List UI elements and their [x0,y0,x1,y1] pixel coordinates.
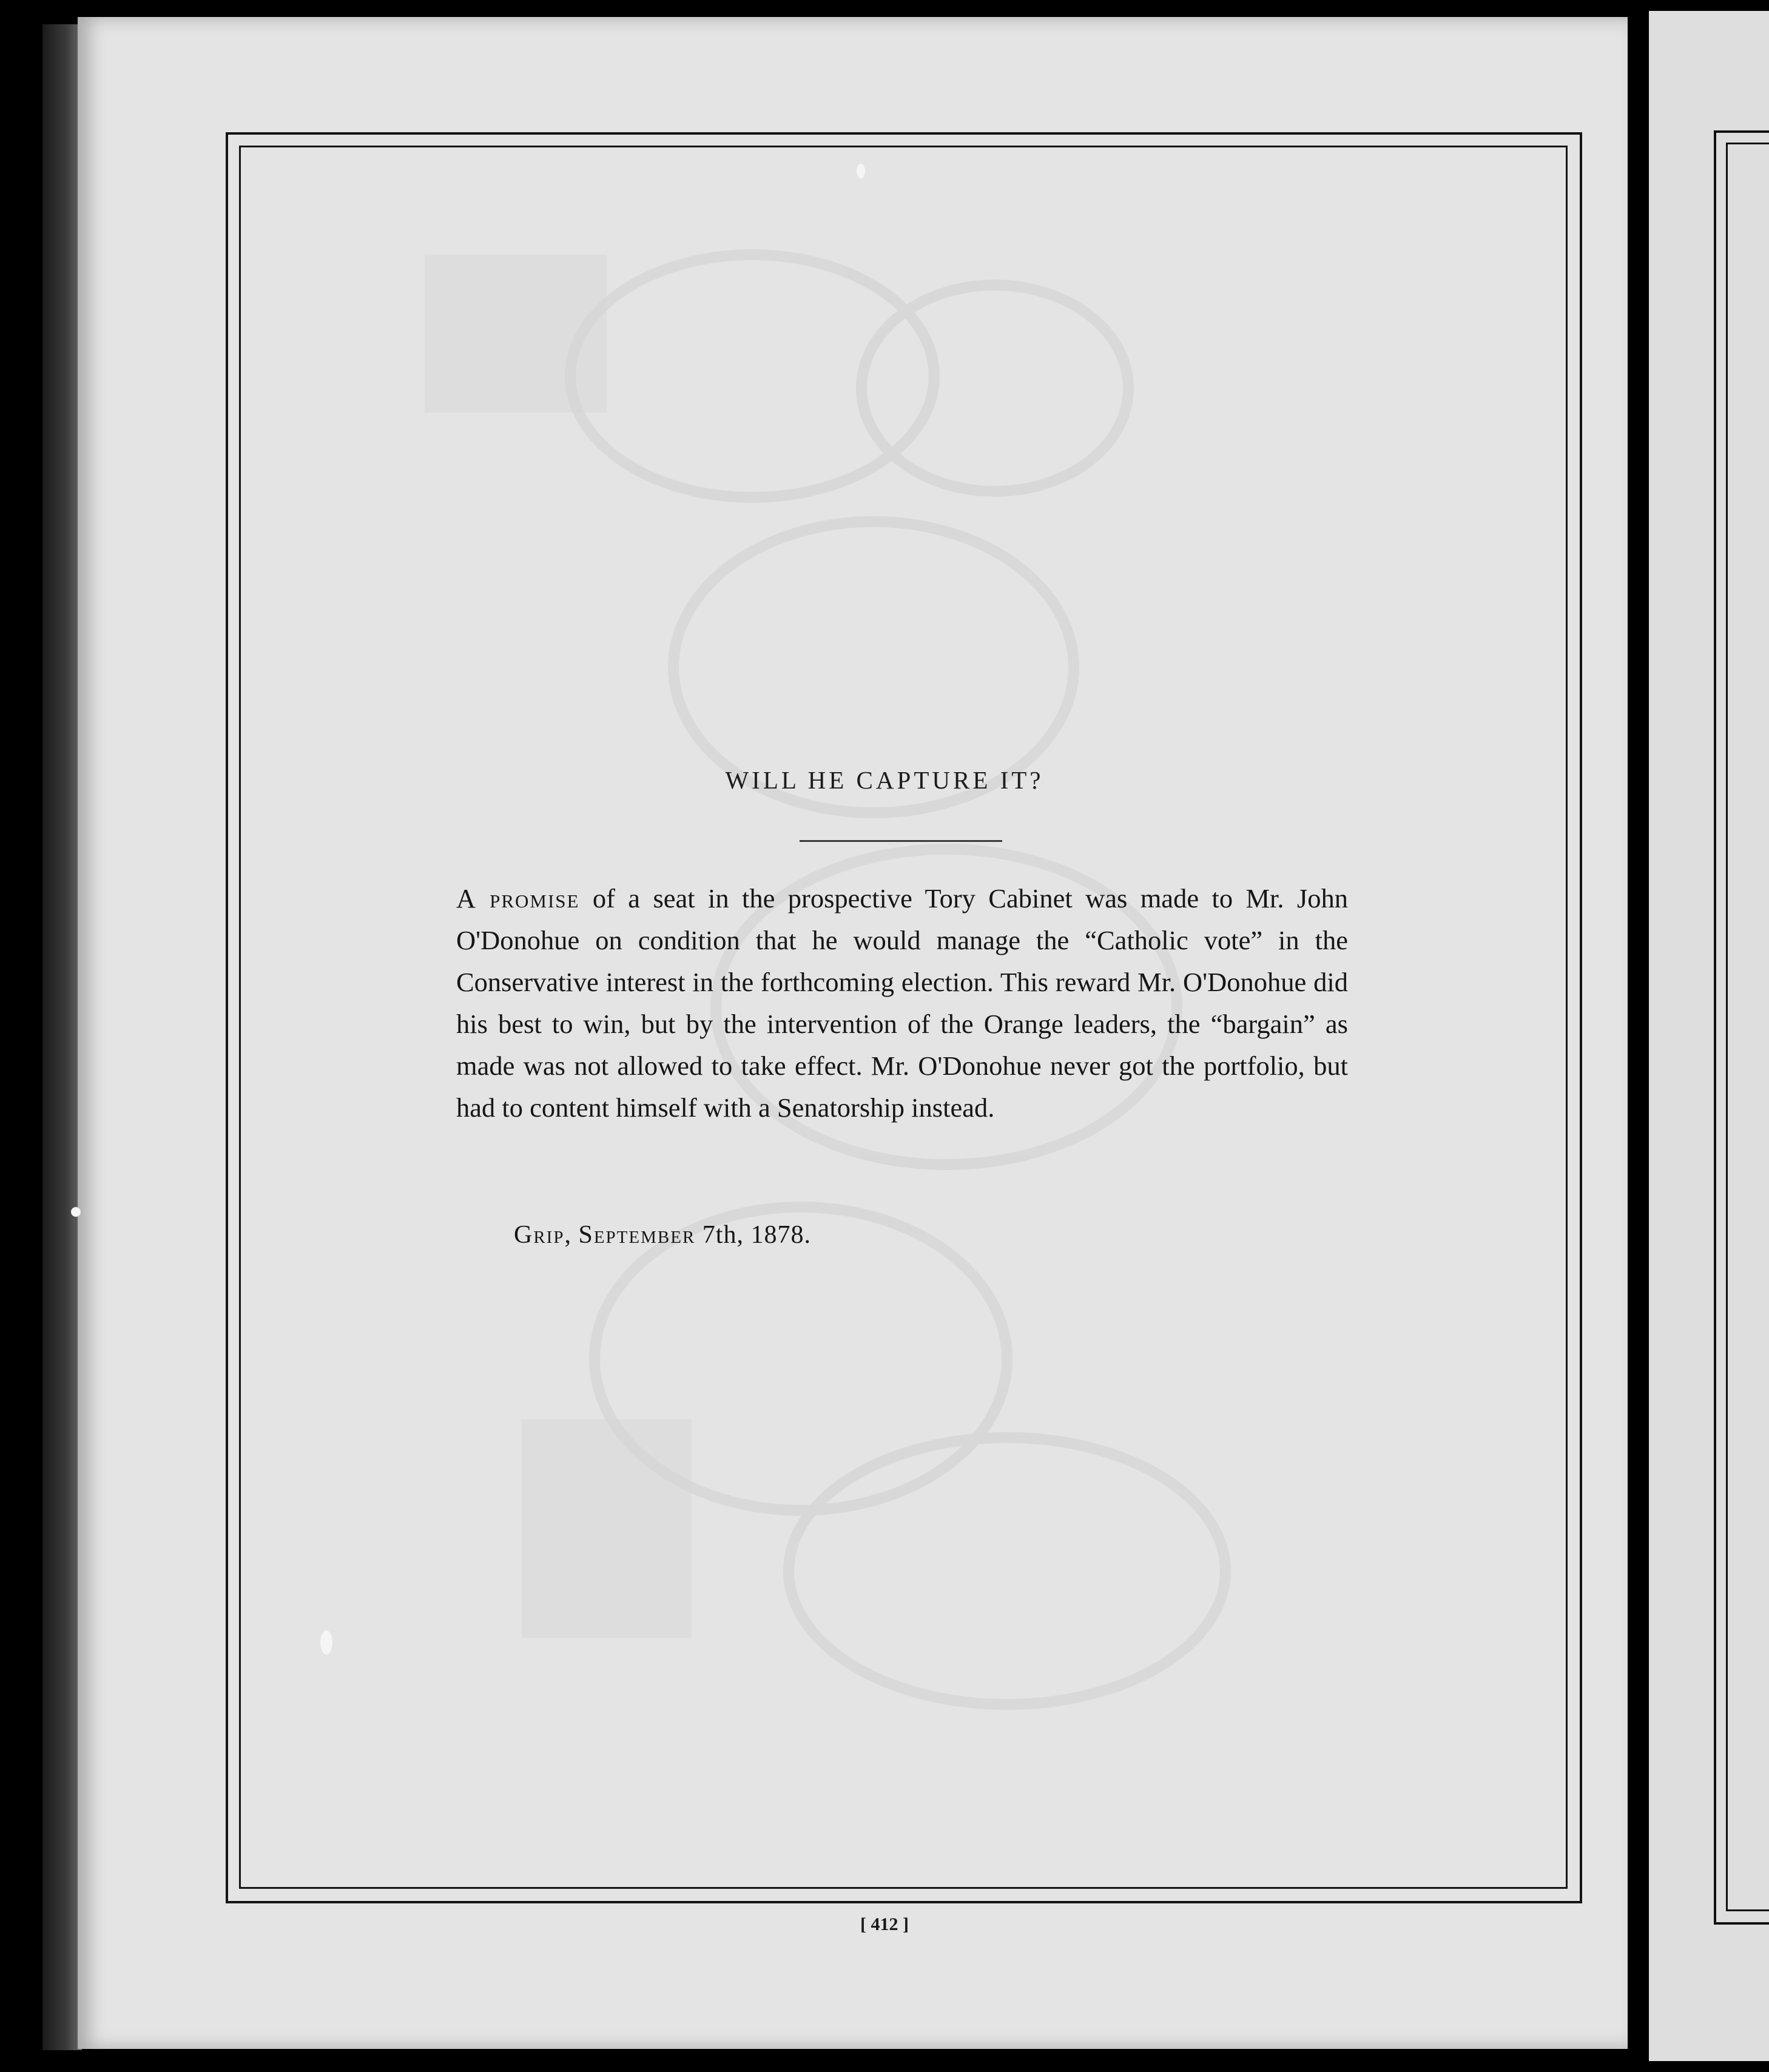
article-body [456,878,1348,1129]
book-binding-edge [42,24,82,2050]
source-citation: Grip, September 7th, 1878. [514,1221,811,1249]
adjacent-page-border-inner [1726,143,1769,1911]
source-publication: Grip [514,1221,565,1249]
title-divider [800,840,1002,842]
source-month: September [578,1221,696,1249]
scan-speck [857,164,865,178]
body-paragraph: of a seat in the prospective Tory Cabinet was made to Mr. John O'Donohue on condition that he would manage the “Catholic vote” in the Conservative interest in the forthcoming election. This reward Mr. O'Donohue did his best to win, but by the intervention of the Orange leaders, the “bargain” as made was not allowed to take effect. Mr. O'Donohue never got the portfolio, but had to content himself with a Senatorship instead. [456,883,1348,1123]
article-title: WILL HE CAPTURE IT? [725,766,1044,794]
scan-speck [320,1630,332,1655]
page-number: [ 412 ] [860,1914,909,1934]
body-lead-smallcaps: A promise [456,883,580,913]
source-date: 7th, 1878. [702,1221,811,1249]
scan-speck [71,1207,81,1217]
